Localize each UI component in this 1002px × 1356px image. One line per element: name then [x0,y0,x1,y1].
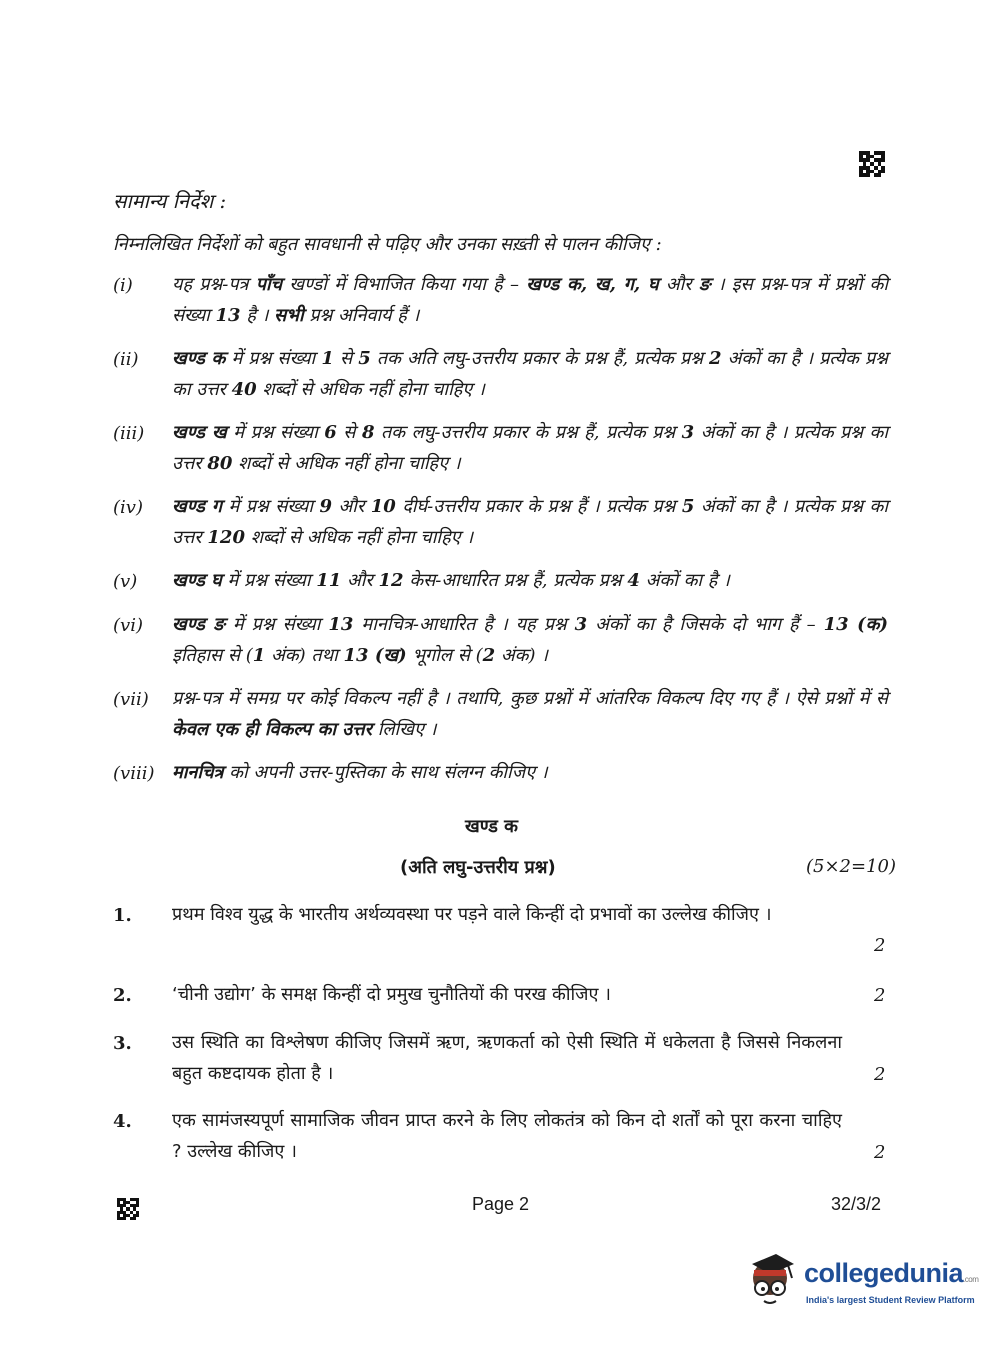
question-text: एक सामंजस्यपूर्ण सामाजिक जीवन प्राप्त करने के लिए लोकतंत्र को किन दो शर्तों को पूरा करना चाहिए ? उल्लेख कीजिए । [172,1110,842,1162]
instruction-number: (ii) [113,349,139,370]
instruction-emphasis: 8 [361,422,375,443]
instructions-title: सामान्य निर्देश : [113,189,227,213]
section-marks: (5×2=10) [806,856,897,877]
question-marks: 2 [874,935,886,956]
instruction-emphasis: 2 [482,645,496,666]
instruction-fragment: यह प्रश्न-पत्र [172,274,256,295]
instruction-fragment: प्रश्न अनिवार्य हैं । [303,305,420,326]
instruction-text [172,683,888,745]
question-number: 4. [113,1111,132,1132]
question-number: 1. [113,905,132,926]
brand-suffix: .com [963,1275,979,1284]
instruction-fragment: में प्रश्न संख्या [221,570,317,591]
instruction-emphasis: 10 [370,496,396,517]
question-marks: 2 [874,985,886,1006]
instruction-emphasis: पाँच [255,274,283,295]
instruction-text [172,343,888,405]
instruction-emphasis: 13 (क) [823,614,889,635]
instruction-fragment: केस-आधारित प्रश्न हैं, प्रत्येक प्रश्न [403,570,628,591]
qr-code-top [859,151,885,177]
instruction-fragment: अंकों का है । प्रत्येक प्रश्न का उत्तर [172,496,888,548]
instruction-fragment: शब्दों से अधिक नहीं होना चाहिए । [256,379,485,400]
instruction-fragment: से [336,422,362,443]
instruction-emphasis: मानचित्र [172,762,224,783]
instruction-text [172,269,888,331]
question-number: 3. [113,1033,132,1054]
instruction-text [172,491,888,553]
instruction-fragment: अंकों का है जिसके दो भाग हैं – [587,614,824,635]
instruction-fragment: शब्दों से अधिक नहीं होना चाहिए । [244,527,474,548]
instruction-fragment: अंकों का है । प्रत्येक प्रश्न का उत्तर [172,422,888,474]
instruction-fragment: में प्रश्न संख्या [224,614,329,635]
instruction-emphasis: खण्ड क, ख, ग, घ [526,274,659,295]
question-marks: 2 [874,1142,886,1163]
instruction-fragment: और [341,570,379,591]
instruction-text [172,565,888,596]
brand-tagline: India's largest Student Review Platform [806,1295,975,1305]
instruction-fragment: तक लघु-उत्तरीय प्रकार के प्रश्न हैं, प्रत्येक प्रश्न [374,422,682,443]
question-text: उस स्थिति का विश्लेषण कीजिए जिसमें ऋण, ऋणकर्ता को ऐसी स्थिति में धकेलता है जिससे निकलना बहुत कष्टदायक होता है । [172,1032,842,1084]
instruction-number: (vii) [113,689,149,710]
instruction-emphasis: 4 [627,570,640,591]
instruction-number: (iv) [113,497,143,518]
instruction-emphasis: 3 [574,614,588,635]
instruction-fragment: अंक) । [495,645,549,666]
instruction-emphasis: 1 [321,348,334,369]
instruction-fragment: तक अति लघु-उत्तरीय प्रकार के प्रश्न हैं, प्रत्येक प्रश्न [370,348,710,369]
instruction-emphasis: सभी [274,305,304,326]
instruction-fragment: में प्रश्न संख्या [226,422,325,443]
instruction-fragment: । इस प्रश्न-पत्र में प्रश्नों की संख्या [172,274,889,326]
instruction-emphasis: 13 [215,305,241,326]
instruction-emphasis: 120 [207,527,245,548]
instruction-fragment: इतिहास से ( [172,645,253,666]
instruction-emphasis: 80 [207,453,233,474]
paper-code: 32/3/2 [831,1194,882,1214]
question-text: ‘चीनी उद्योग’ के समक्ष किन्हीं दो प्रमुख चुनौतियों की परख कीजिए । [172,984,612,1005]
instruction-fragment: में प्रश्न संख्या [222,496,320,517]
instruction-emphasis: 40 [231,379,257,400]
instruction-emphasis: 13 (ख) [343,645,407,666]
instruction-emphasis: 5 [681,496,695,517]
instruction-emphasis: केवल एक ही विकल्प का उत्तर [172,719,372,740]
instruction-fragment: दीर्घ-उत्तरीय प्रकार के प्रश्न हैं । प्रत्येक प्रश्न [395,496,682,517]
instruction-fragment: मानचित्र-आधारित है । यह प्रश्न [353,614,575,635]
instruction-fragment: प्रश्न-पत्र में समग्र पर कोई विकल्प नहीं है । तथापि, कुछ प्रश्नों में आंतरिक विकल्प दिए गए हैं । ऐसे प्रश्नों में से [172,688,888,709]
instruction-emphasis: 3 [681,422,695,443]
section-subtitle: (अति लघु-उत्तरीय प्रश्न) [400,857,556,878]
qr-code-bottom [117,1198,139,1220]
instruction-emphasis: खण्ड ग [172,496,223,517]
instruction-emphasis: खण्ड क [172,348,226,369]
collegedunia-logo [742,1250,979,1314]
instruction-fragment: खण्डों में विभाजित किया गया है – [282,274,527,295]
instruction-fragment: भूगोल से ( [406,645,483,666]
question-number: 2. [113,985,132,1006]
instruction-fragment: और [658,274,699,295]
instruction-number: (vi) [113,615,143,636]
question-marks: 2 [874,1064,886,1085]
instruction-emphasis: 6 [324,422,337,443]
instruction-number: (viii) [113,763,155,784]
instruction-number: (v) [113,571,138,592]
instruction-emphasis: 11 [316,570,342,591]
instruction-fragment: लिखिए । [371,719,437,740]
instruction-emphasis: 13 [328,614,354,635]
instruction-emphasis: 9 [319,496,333,517]
instruction-text [172,609,888,671]
instruction-number: (i) [113,275,133,296]
instruction-emphasis: 12 [378,570,404,591]
instruction-emphasis: 2 [709,348,722,369]
instruction-fragment: को अपनी उत्तर-पुस्तिका के साथ संलग्न कीजिए । [223,762,548,783]
instruction-number: (iii) [113,423,145,444]
instruction-fragment: में प्रश्न संख्या [225,348,322,369]
instruction-emphasis: खण्ड घ [172,570,222,591]
instruction-emphasis: ङ [698,274,711,295]
instruction-emphasis: खण्ड ङ [172,614,225,635]
instruction-emphasis: 5 [358,348,371,369]
instruction-fragment: अंक) तथा [265,645,344,666]
instruction-emphasis: 1 [252,645,266,666]
question-text: प्रथम विश्व युद्ध के भारतीय अर्थव्यवस्था पर पड़ने वाले किन्हीं दो प्रभावों का उल्लेख कीजिए । [172,904,772,925]
instruction-fragment: है । [240,305,275,326]
instructions-intro: निम्नलिखित निर्देशों को बहुत सावधानी से पढ़िए और उनका सख़्ती से पालन कीजिए : [113,234,662,255]
mascot-icon [742,1252,800,1310]
instruction-fragment: से [333,348,359,369]
instruction-fragment: अंकों का है । [639,570,730,591]
section-title: खण्ड क [465,816,518,837]
instruction-fragment: शब्दों से अधिक नहीं होना चाहिए । [232,453,461,474]
instruction-fragment: और [332,496,371,517]
instruction-text [172,417,888,479]
page-number: Page 2 [472,1194,530,1214]
instruction-emphasis: खण्ड ख [172,422,227,443]
instruction-text [172,757,888,788]
brand-name: collegedunia [804,1258,964,1288]
instruction-fragment: अंकों का है । प्रत्येक प्रश्न का उत्तर [172,348,888,400]
